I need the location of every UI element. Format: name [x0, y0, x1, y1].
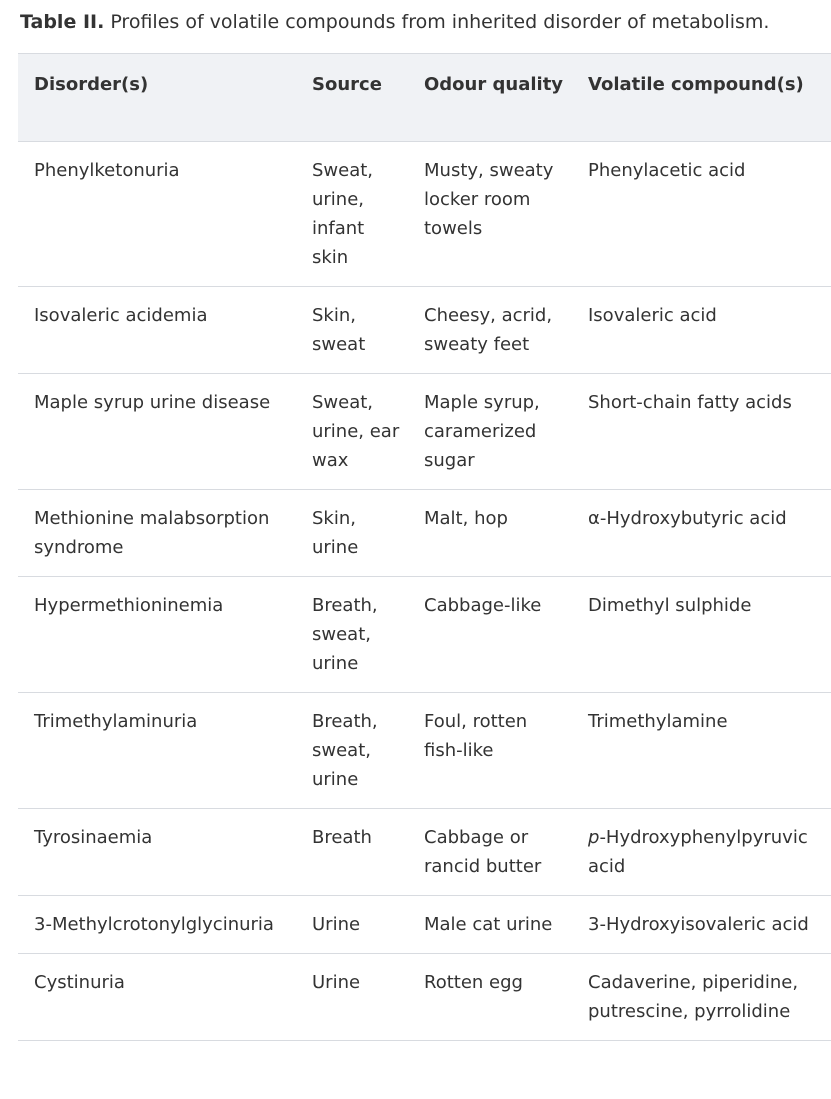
table-row — [18, 287, 831, 374]
cell-disorder: Methionine malabsorption syndrome — [34, 508, 270, 558]
table-title: Profiles of volatile compounds from inherited disorder of metabolism. — [110, 11, 770, 33]
cell-odour: Cheesy, acrid, sweaty feet — [424, 305, 553, 355]
table-header — [18, 54, 831, 142]
cell-odour: Malt, hop — [424, 508, 508, 529]
cell-disorder: Cystinuria — [34, 972, 125, 993]
header-row — [18, 54, 831, 142]
compound-rest: -Hydroxyphenylpyruvic acid — [588, 827, 808, 877]
table-row — [18, 490, 831, 577]
cell-compound: α-Hydroxybutyric acid — [588, 508, 787, 529]
header-odour-quality: Odour quality — [424, 74, 564, 95]
cell-odour: Rotten egg — [424, 972, 523, 993]
cell-odour: Maple syrup, caramerized sugar — [424, 392, 540, 471]
header-disorder: Disorder(s) — [34, 74, 149, 95]
cell-source: Skin, sweat — [312, 305, 366, 355]
compound-italic-prefix: p — [588, 827, 600, 848]
table-row — [18, 374, 831, 490]
cell-disorder: Hypermethioninemia — [34, 595, 224, 616]
cell-disorder: Phenylketonuria — [34, 160, 180, 181]
cell-disorder: Tyrosinaemia — [34, 827, 153, 848]
cell-compound: 3-Hydroxyisovaleric acid — [588, 914, 809, 935]
header-volatile-compounds: Volatile compound(s) — [588, 74, 804, 95]
cell-compound — [572, 809, 831, 896]
table-row — [18, 809, 831, 896]
cell-odour: Cabbage or rancid butter — [424, 827, 542, 877]
cell-compound: Short-chain fatty acids — [588, 392, 792, 413]
cell-compound: Phenylacetic acid — [588, 160, 746, 181]
cell-compound: Cadaverine, piperidine, putrescine, pyrrolidine — [588, 972, 799, 1022]
cell-source: Breath — [312, 827, 372, 848]
table-row — [18, 577, 831, 693]
table-row — [18, 142, 831, 287]
cell-source: Skin, urine — [312, 508, 359, 558]
cell-compound: Trimethylamine — [588, 711, 728, 732]
cell-disorder: Isovaleric acidemia — [34, 305, 208, 326]
header-source: Source — [312, 74, 382, 95]
table-row — [18, 896, 831, 954]
cell-disorder: Trimethylaminuria — [34, 711, 198, 732]
volatile-compounds-table — [18, 53, 831, 1041]
cell-source: Breath, sweat, urine — [312, 595, 378, 674]
table-body — [18, 142, 831, 1041]
cell-odour: Cabbage-like — [424, 595, 542, 616]
cell-disorder: Maple syrup urine disease — [34, 392, 271, 413]
cell-compound: Dimethyl sulphide — [588, 595, 752, 616]
table-row — [18, 693, 831, 809]
cell-disorder: 3-Methylcrotonylglycinuria — [34, 914, 274, 935]
table-caption — [20, 8, 769, 36]
cell-source: Sweat, urine, ear wax — [312, 392, 400, 471]
cell-source: Urine — [312, 972, 361, 993]
cell-odour: Foul, rotten fish-like — [424, 711, 528, 761]
cell-source: Urine — [312, 914, 361, 935]
table-row — [18, 954, 831, 1041]
cell-odour: Male cat urine — [424, 914, 553, 935]
cell-source: Breath, sweat, urine — [312, 711, 378, 790]
cell-source: Sweat, urine, infant skin — [312, 160, 374, 268]
table-label: Table II. — [20, 11, 105, 33]
cell-compound: Isovaleric acid — [588, 305, 717, 326]
cell-odour: Musty, sweaty locker room towels — [424, 160, 554, 239]
